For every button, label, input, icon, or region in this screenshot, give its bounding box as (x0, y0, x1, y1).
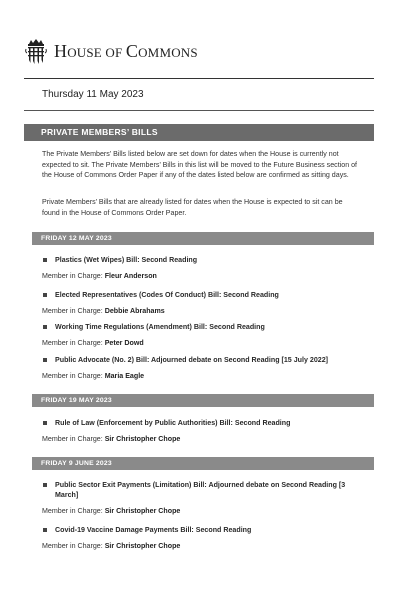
day-heading: FRIDAY 9 JUNE 2023 (32, 457, 374, 470)
member-name: Sir Christopher Chope (104, 542, 181, 550)
day-heading: FRIDAY 19 MAY 2023 (32, 394, 374, 407)
paper-date: Thursday 11 May 2023 (42, 89, 144, 100)
portcullis-logo-icon (24, 38, 48, 64)
section-heading: PRIVATE MEMBERS’ BILLS (24, 124, 374, 141)
member-label: Member in Charge: (42, 542, 103, 550)
member-name: Peter Dowd (104, 339, 144, 347)
bill-title: Public Sector Exit Payments (Limitation) Bill: Adjourned debate on Second Reading [3 March] (55, 481, 346, 499)
member-label: Member in Charge: (42, 307, 103, 315)
member-label: Member in Charge: (42, 507, 103, 515)
bullet-icon (43, 325, 47, 329)
date-divider (24, 110, 374, 111)
member-name: Sir Christopher Chope (104, 507, 181, 515)
bullet-icon (43, 258, 47, 262)
member-name: Debbie Abrahams (104, 307, 165, 315)
member-label: Member in Charge: (42, 272, 103, 280)
member-label: Member in Charge: (42, 435, 103, 443)
bill-item (42, 322, 362, 348)
bullet-icon (43, 293, 47, 297)
house-of-commons-title: HOUSE OF COMMONS (54, 40, 198, 61)
bill-item (42, 525, 362, 551)
bill-title: Rule of Law (Enforcement by Public Authorities) Bill: Second Reading (55, 419, 291, 427)
day-heading: FRIDAY 12 MAY 2023 (32, 232, 374, 245)
bill-item (42, 480, 362, 516)
bullet-icon (43, 528, 47, 532)
intro-paragraph: Private Members’ Bills that are already listed for dates when the House is expected to sit can be found in the House of Commons Order Paper. (42, 198, 343, 217)
bullet-icon (43, 483, 47, 487)
bill-title: Public Advocate (No. 2) Bill: Adjourned debate on Second Reading [15 July 2022] (55, 356, 329, 364)
bullet-icon (43, 358, 47, 362)
bill-item (42, 290, 362, 316)
intro-paragraph: The Private Members’ Bills listed below are set down for dates when the House is currently not expected to sit. The Private Members’ Bills in this list will be moved to the Future Business section of the House of Commons Order Paper if any of the dates listed below are confirmed as sitting days. (42, 150, 358, 180)
bill-title: Elected Representatives (Codes Of Conduct) Bill: Second Reading (55, 291, 279, 299)
bullet-icon (43, 421, 47, 425)
member-name: Maria Eagle (104, 372, 145, 380)
header (24, 36, 198, 66)
member-label: Member in Charge: (42, 339, 103, 347)
header-divider (24, 78, 374, 79)
bill-item (42, 355, 362, 381)
member-label: Member in Charge: (42, 372, 103, 380)
bill-item (42, 418, 362, 444)
bill-title: Working Time Regulations (Amendment) Bill: Second Reading (55, 323, 265, 331)
member-name: Fleur Anderson (104, 272, 157, 280)
bill-item (42, 255, 362, 281)
member-name: Sir Christopher Chope (104, 435, 181, 443)
bill-title: Plastics (Wet Wipes) Bill: Second Reading (55, 256, 198, 264)
bill-title: Covid-19 Vaccine Damage Payments Bill: Second Reading (55, 526, 252, 534)
